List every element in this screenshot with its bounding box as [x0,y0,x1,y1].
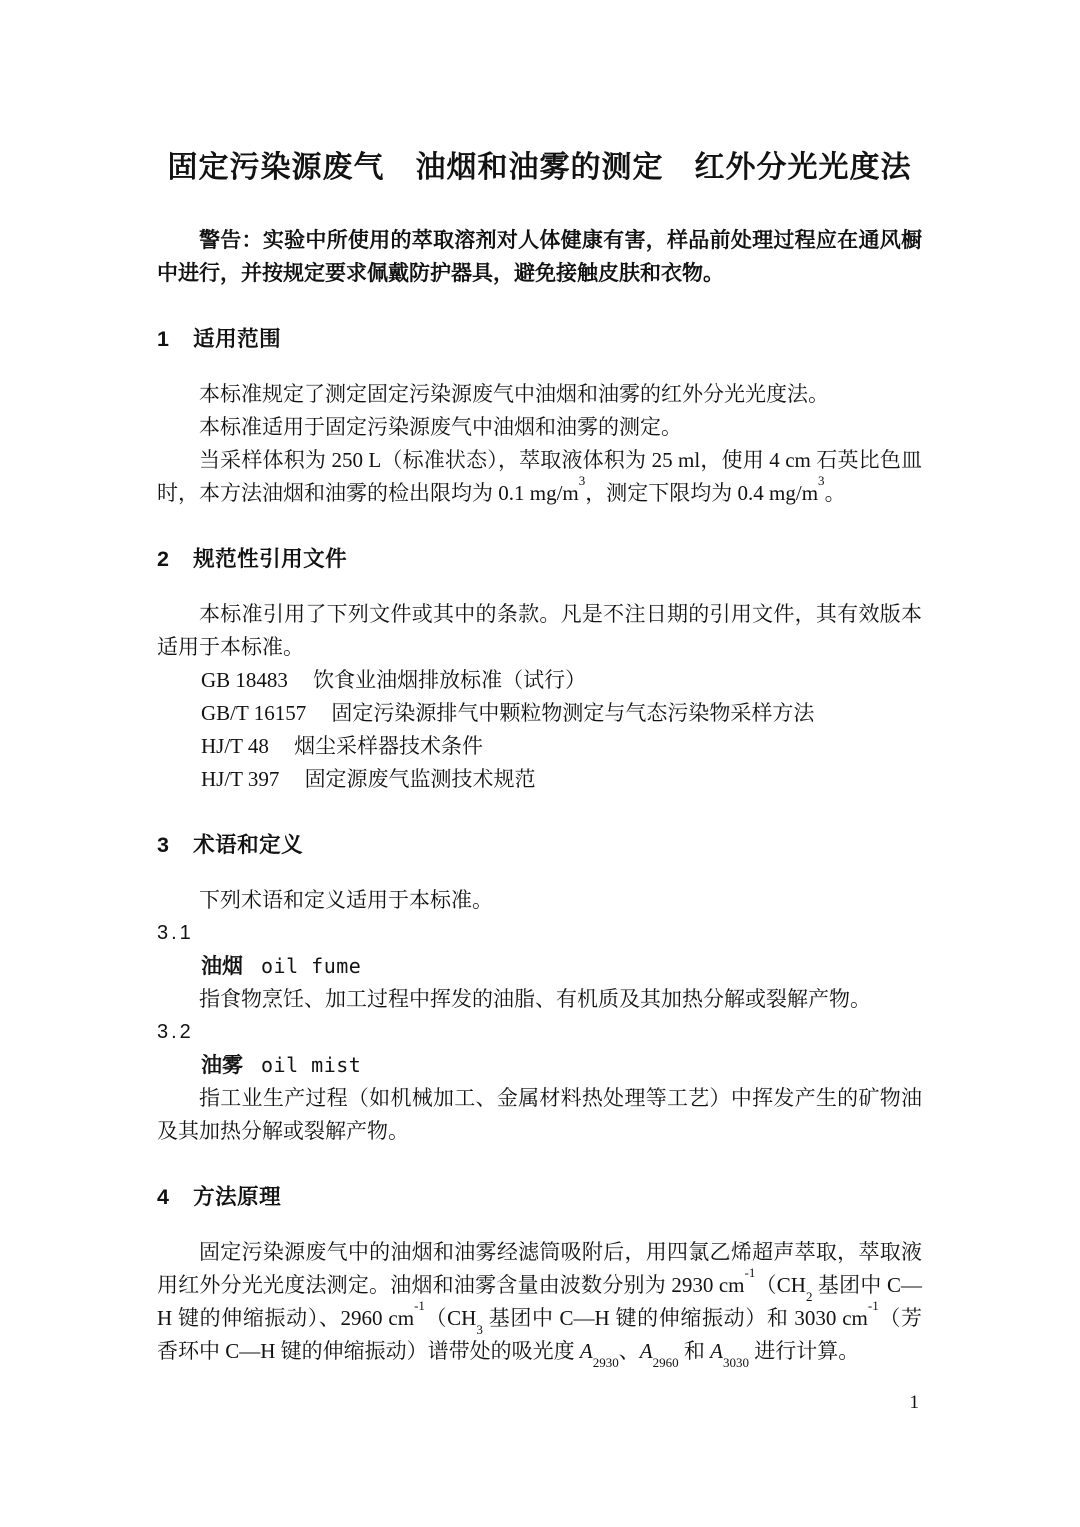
section-2-heading [157,543,922,576]
reference-name: 固定污染源排气中颗粒物测定与气态污染物采样方法 [331,701,815,725]
section-2-number: 2 [157,547,170,571]
term-en: oil mist [261,1053,362,1077]
reference-item [157,730,922,763]
reference-code: GB/T 16157 [201,701,307,725]
section-1-title: 适用范围 [193,327,282,351]
document-title: 固定污染源废气 油烟和油雾的测定 红外分光光度法 [167,151,912,184]
section-3-number: 3 [157,833,170,857]
section-4-number: 4 [157,1185,170,1209]
term-zh: 油烟 [201,955,243,978]
reference-code: HJ/T 397 [201,767,280,791]
scope-detection-limit-paragraph: 当采样体积为 250 L（标准状态），萃取液体积为 25 ml，使用 4 cm 石英比色皿时，本方法油烟和油雾的检出限均为 0.1 $mg/m^3$，测定下限均为 0.4 $mg/m^3$。 [157,448,922,505]
reference-code: HJ/T 48 [201,734,269,758]
term-number-3-1: 3.1 [157,922,194,944]
section-4-title: 方法原理 [193,1185,282,1209]
reference-code: GB 18483 [201,668,288,692]
term-en: oil fume [261,954,362,978]
reference-item [157,664,922,697]
section-3-title: 术语和定义 [193,833,304,857]
section-4-heading [157,1181,922,1214]
page-number: 1 [909,1392,919,1413]
references-intro-paragraph: 本标准引用了下列文件或其中的条款。凡是不注日期的引用文件，其有效版本适用于本标准。 [157,602,922,659]
reference-item [157,763,922,796]
section-1-number: 1 [157,327,170,351]
section-1-heading [157,323,922,356]
section-normative-references [157,543,922,796]
term-definition-oil-fume: 指食物烹饪、加工过程中挥发的油脂、有机质及其加热分解或裂解产物。 [199,987,871,1011]
section-scope [157,323,922,510]
term-line-oil-mist [157,1049,922,1082]
term-number-3-2: 3.2 [157,1021,194,1043]
section-2-title: 规范性引用文件 [193,547,348,571]
reference-name: 烟尘采样器技术条件 [294,734,484,758]
section-terms-definitions [157,829,922,1148]
section-3-heading [157,829,922,862]
section-method-principle [157,1181,922,1368]
reference-item [157,697,922,730]
term-definition-oil-mist: 指工业生产过程（如机械加工、金属材料热处理等工艺）中挥发产生的矿物油及其加热分解或裂解产物。 [157,1086,922,1143]
reference-list [157,664,922,796]
reference-name: 饮食业油烟排放标准（试行） [313,668,587,692]
terms-intro-paragraph: 下列术语和定义适用于本标准。 [199,888,493,912]
term-zh: 油雾 [201,1054,243,1077]
warning-paragraph: 警告：实验中所使用的萃取溶剂对人体健康有害，样品前处理过程应在通风橱中进行，并按规定要求佩戴防护器具，避免接触皮肤和衣物。 [157,229,922,285]
method-principle-paragraph: 固定污染源废气中的油烟和油雾经滤筒吸附后，用四氯乙烯超声萃取，萃取液用红外分光光度法测定。油烟和油雾含量由波数分别为 2930 $cm^{-1}(CH_2$ 基团中 C—H 键的伸缩振动）、2960 $cm^{-1}(CH_3$ 基团中 C—H 键的伸缩振动）和 3030 $cm^{-1}$（芳香环中 C—H 键的伸缩振动）谱带处的吸光度 $A_{2930}$、$A_{2960}$ 和 $A_{3030}$ 进行计算。 [157,1240,922,1370]
reference-name: 固定源废气监测技术规范 [304,767,536,791]
term-line-oil-fume [157,950,922,983]
scope-paragraph-2: 本标准适用于固定污染源废气中油烟和油雾的测定。 [199,415,682,439]
scope-paragraph-1: 本标准规定了测定固定污染源废气中油烟和油雾的红外分光光度法。 [199,382,829,406]
